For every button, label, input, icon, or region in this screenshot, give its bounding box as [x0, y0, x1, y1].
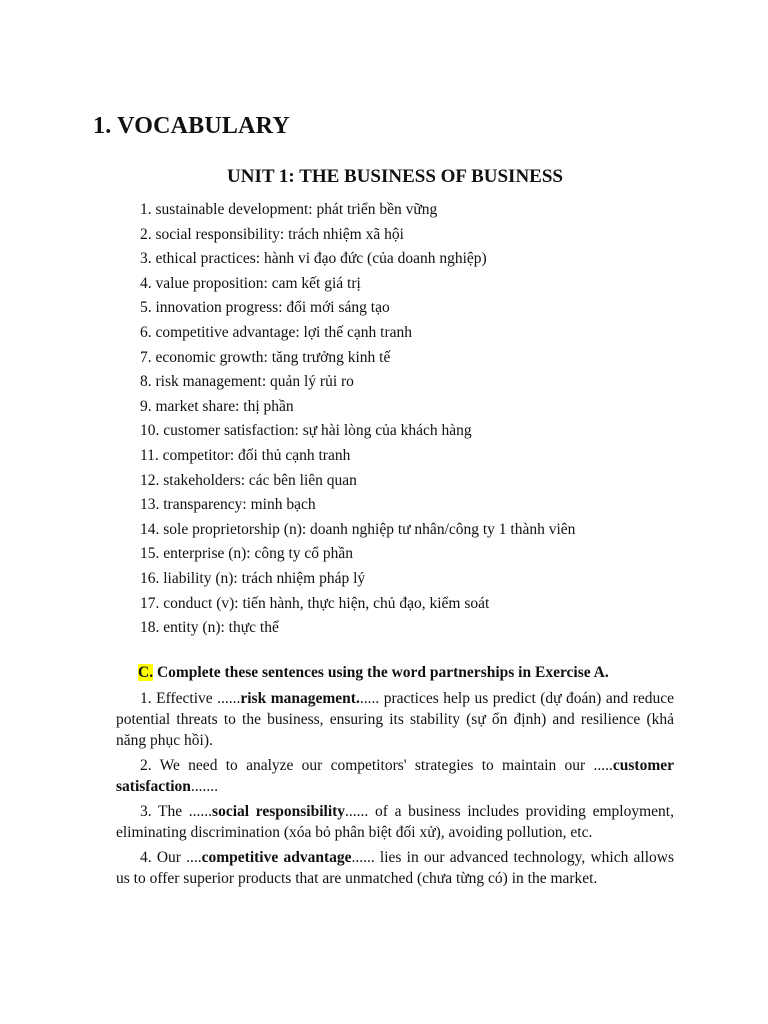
vocabulary-item: 11. competitor: đối thủ cạnh tranh [140, 446, 351, 464]
vocabulary-item: 15. enterprise (n): công ty cổ phần [140, 545, 354, 563]
exercise-sentence [116, 755, 674, 797]
sentence-text: 4. Our .... [140, 849, 202, 866]
vocabulary-item: 17. conduct (v): tiến hành, thực hiện, chủ đạo, kiểm soát [140, 594, 490, 612]
vocabulary-item: 10. customer satisfaction: sự hài lòng của khách hàng [140, 422, 472, 440]
vocabulary-item: 7. economic growth: tăng trưởng kinh tế [140, 348, 391, 366]
sentence-answer: social responsibility [212, 803, 346, 820]
vocabulary-item: 14. sole proprietorship (n): doanh nghiệp tư nhân/công ty 1 thành viên [140, 520, 576, 538]
sentence-text: ..... practices help us predict (dự đoán) and reduce potential threats to the business, ensuring its stability (sự ổn định) and resilience (khả năng phục hồi). [116, 690, 674, 749]
sentence-answer: customer satisfaction [116, 757, 674, 795]
vocabulary-list [140, 198, 575, 641]
vocabulary-item: 12. stakeholders: các bên liên quan [140, 471, 357, 489]
vocabulary-item: 6. competitive advantage: lợi thế cạnh tranh [140, 323, 413, 341]
sentence-answer: competitive advantage [201, 849, 352, 866]
vocabulary-item: 5. innovation progress: đổi mới sáng tạo [140, 299, 390, 317]
exercise-letter-highlight: C. [138, 664, 154, 681]
sentence-text: 3. The ...... [140, 803, 213, 820]
exercise-instruction: Complete these sentences using the word partnerships in Exercise A. [153, 664, 609, 681]
vocabulary-item: 4. value proposition: cam kết giá trị [140, 274, 361, 292]
exercise-c [116, 662, 674, 893]
sentence-answer: risk management. [240, 690, 360, 707]
vocabulary-item: 8. risk management: quản lý rủi ro [140, 373, 354, 391]
vocabulary-item: 13. transparency: minh bạch [140, 496, 316, 514]
exercise-sentence [116, 688, 674, 751]
sentence-text: ...... lies in our advanced technology, which allows us to offer superior products that are unmatched (chưa từng có) in the market. [116, 849, 674, 887]
exercise-sentence [116, 847, 674, 889]
vocabulary-item: 3. ethical practices: hành vi đạo đức (của doanh nghiệp) [140, 250, 487, 268]
vocabulary-item: 2. social responsibility: trách nhiệm xã hội [140, 225, 404, 243]
exercise-heading [138, 662, 674, 684]
sentence-text: ....... [190, 778, 219, 795]
vocabulary-item: 9. market share: thị phần [140, 397, 294, 415]
section-heading: 1. VOCABULARY [93, 113, 290, 139]
vocabulary-item: 16. liability (n): trách nhiệm pháp lý [140, 569, 366, 587]
sentence-text: 2. We need to analyze our competitors' strategies to maintain our ..... [140, 757, 613, 774]
vocabulary-item: 18. entity (n): thực thể [140, 619, 279, 637]
sentence-text: ...... of a business includes providing employment, eliminating discrimination (xóa bỏ phân biệt đối xử), avoiding pollution, etc. [116, 803, 674, 841]
sentence-text: 1. Effective ...... [140, 690, 241, 707]
vocabulary-item: 1. sustainable development: phát triển bền vững [140, 201, 438, 218]
unit-title: UNIT 1: THE BUSINESS OF BUSINESS [227, 166, 563, 187]
exercise-sentence [116, 801, 674, 843]
